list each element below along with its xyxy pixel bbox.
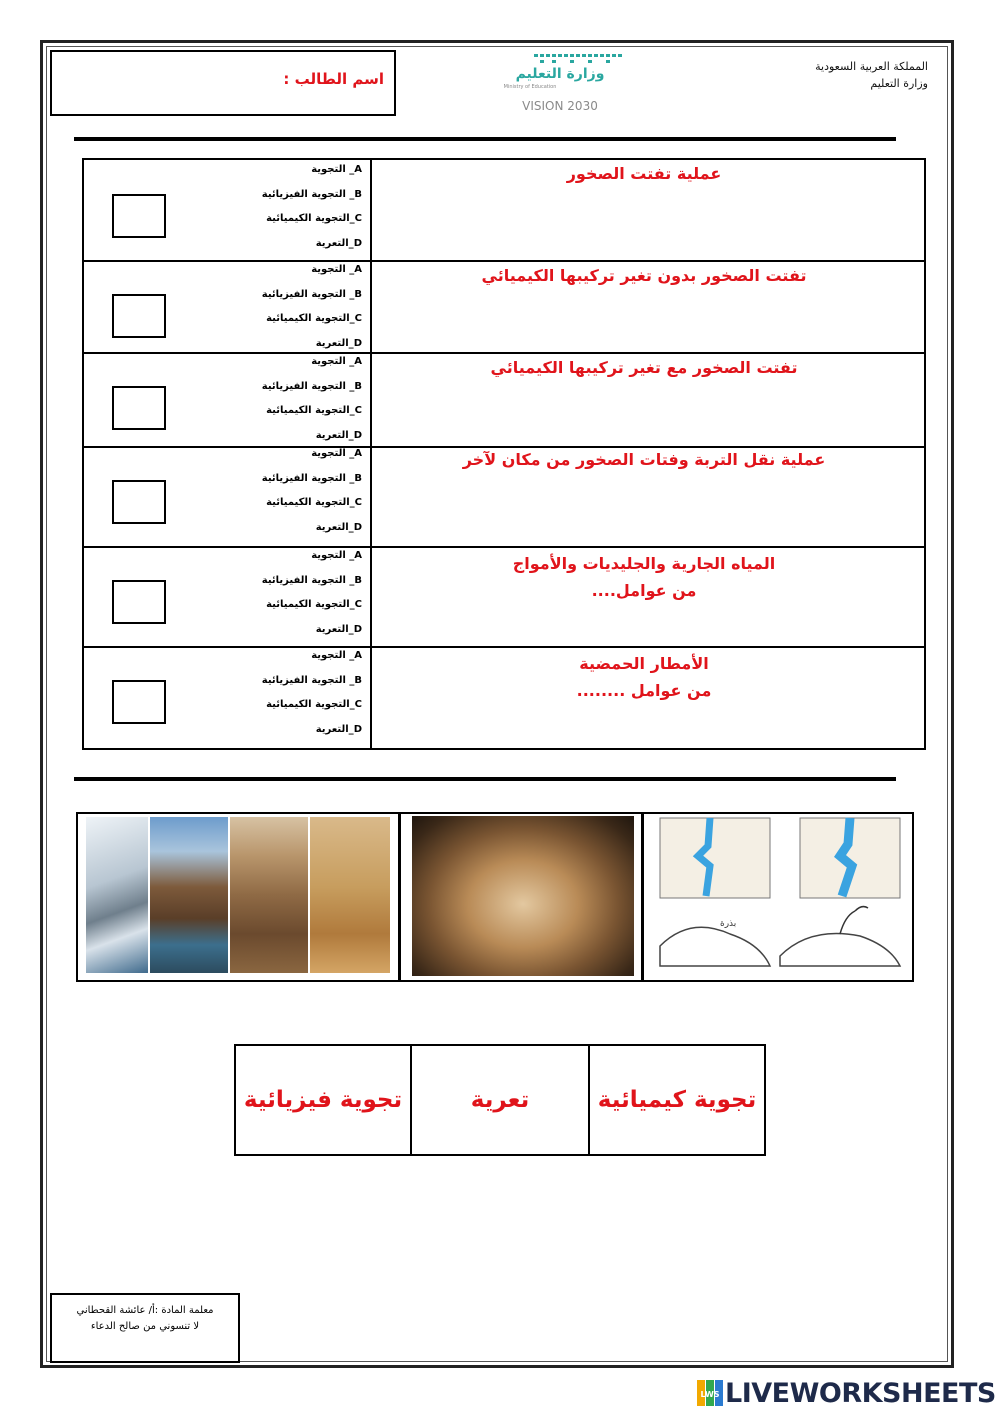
option-a[interactable]: A_ التجوية [311,448,362,459]
header-divider [74,137,896,141]
logo-dots-icon [534,54,622,63]
answer-input-box[interactable] [112,480,166,524]
options-list [234,644,362,742]
question-prompt [384,162,904,186]
kingdom-label: المملكة العربية السعودية [815,60,928,73]
options-list [234,350,362,448]
question-prompt [384,448,904,472]
question-prompt [384,550,904,604]
liveworksheets-brand[interactable] [697,1378,996,1408]
strip-separator [641,814,644,980]
sandstorm-photo[interactable] [310,817,390,973]
answer-input-box[interactable] [112,294,166,338]
rock-crack-sketch-icon [660,818,900,898]
options-list [234,544,362,642]
option-a[interactable]: A_ التجوية [311,164,362,175]
option-d[interactable]: D_التعرية [315,723,362,735]
word-card-chemical-weathering[interactable]: تجوية كيميائية [597,1087,757,1113]
option-c[interactable]: C_التجوية الكيميائية [266,497,362,508]
word-card-erosion[interactable]: تعرية [470,1087,530,1113]
question-row-6 [84,648,924,748]
logo-subtext: Ministry of Education [503,84,557,90]
option-c[interactable]: C_التجوية الكيميائية [266,699,362,710]
prompt-line: الأمطار الحمضية [579,654,709,673]
question-row-5 [84,548,924,648]
word-card-physical-weathering[interactable]: تجوية فيزيائية [243,1087,403,1113]
root-wedging-sketch[interactable] [650,816,906,976]
seed-label: بذرة [720,919,737,929]
question-row-2 [84,262,924,354]
column-divider [370,262,372,352]
glacier-photo[interactable] [86,817,148,973]
strip-separator [398,814,401,980]
option-c[interactable]: C_التجوية الكيميائية [266,313,362,324]
question-row-1 [84,160,924,262]
liveworksheets-logo-icon [697,1380,723,1406]
seed-rock-sketch-icon [660,907,900,966]
question-prompt [384,264,904,288]
options-list [234,258,362,356]
vision-text: VISION 2030 [522,99,598,113]
teacher-text [56,1303,234,1335]
logo-wordmark: وزارة التعليم [515,66,605,82]
option-b[interactable]: B_ التجوية الفيزيائية [261,380,362,392]
ministry-label: وزارة التعليم [870,77,928,90]
option-a[interactable]: A_ التجوية [311,550,362,561]
option-b[interactable]: B_ التجوية الفيزيائية [261,674,362,686]
image-strip [76,812,914,982]
option-c[interactable]: C_التجوية الكيميائية [266,405,362,416]
question-row-4 [84,448,924,548]
answer-input-box[interactable] [112,580,166,624]
cave-stalactite-photo[interactable] [412,816,634,976]
prompt-line: تفتت الصخور بدون تغير تركيبها الكيميائي [481,266,807,285]
cliff-photo[interactable] [230,817,308,973]
options-list [234,158,362,256]
teacher-name: معلمة المادة :أ/ عائشة القحطاني [76,1305,214,1316]
questions-table [82,158,926,750]
teacher-box [50,1293,240,1363]
option-a[interactable]: A_ التجوية [311,650,362,661]
answer-input-box[interactable] [112,680,166,724]
prompt-line: عملية تفتت الصخور [566,164,722,183]
ministry-logo [490,52,630,124]
option-b[interactable]: B_ التجوية الفيزيائية [261,188,362,200]
brand-mark: LWS [700,1390,720,1399]
prompt-line: عملية نقل التربة وفتات الصخور من مكان لآخر [462,450,826,469]
column-divider [370,354,372,446]
option-c[interactable]: C_التجوية الكيميائية [266,213,362,224]
prompt-line: المياه الجارية والجليديات والأمواج [512,554,776,573]
answer-input-box[interactable] [112,386,166,430]
option-d[interactable]: D_التعرية [315,623,362,635]
section-divider [74,777,896,781]
prompt-line: من عوامل ........ [576,681,712,700]
column-divider [370,160,372,260]
prayer-request: لا تنسوني من صالح الدعاء [90,1321,200,1332]
column-divider [370,448,372,546]
column-divider [370,548,372,646]
answer-input-box[interactable] [112,194,166,238]
option-b[interactable]: B_ التجوية الفيزيائية [261,574,362,586]
question-prompt [384,356,904,380]
option-d[interactable]: D_التعرية [315,237,362,249]
option-c[interactable]: C_التجوية الكيميائية [266,599,362,610]
matching-words-table [234,1044,766,1156]
header-org-block [815,58,928,92]
column-divider [370,648,372,748]
option-d[interactable]: D_التعرية [315,337,362,349]
prompt-line: من عوامل.... [591,581,697,600]
options-list [234,442,362,540]
question-prompt [384,650,904,704]
question-row-3 [84,354,924,448]
prompt-line: تفتت الصخور مع تغير تركيبها الكيميائي [490,358,798,377]
option-d[interactable]: D_التعرية [315,521,362,533]
option-a[interactable]: A_ التجوية [311,356,362,367]
option-a[interactable]: A_ التجوية [311,264,362,275]
option-d[interactable]: D_التعرية [315,429,362,441]
canyon-photo[interactable] [150,817,228,973]
student-name-label: اسم الطالب : [283,70,384,88]
option-b[interactable]: B_ التجوية الفيزيائية [261,472,362,484]
brand-name: LIVEWORKSHEETS [725,1377,996,1409]
option-b[interactable]: B_ التجوية الفيزيائية [261,288,362,300]
